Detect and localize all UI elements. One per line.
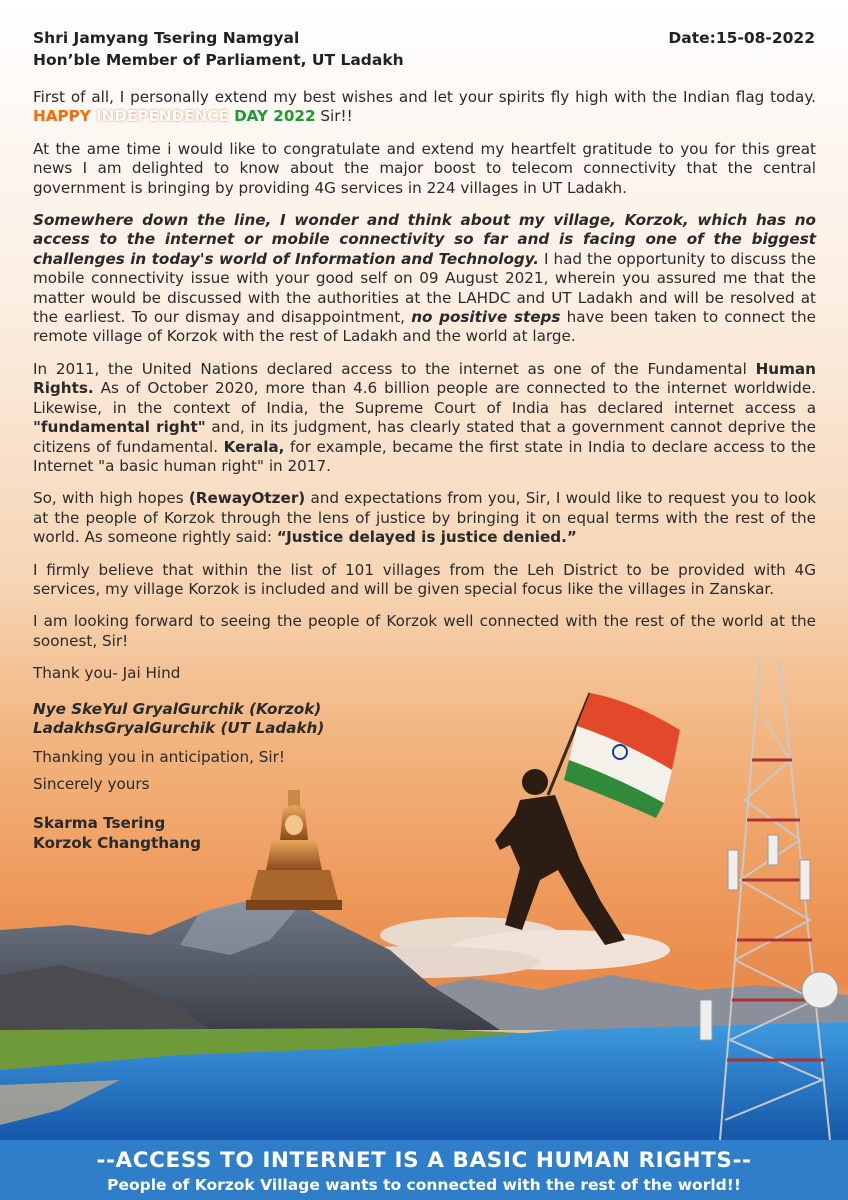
- banner-headline: --ACCESS TO INTERNET IS A BASIC HUMAN RIGHTS--: [96, 1148, 752, 1173]
- greeting-text: First of all, I personally extend my best wishes and let your spirits fly high with the Indian flag today.: [33, 88, 816, 106]
- anticipation-line: Thanking you in anticipation, Sir!: [33, 748, 285, 767]
- korzok-tail: have been taken to connect the remote village of Korzok with the rest of Ladakh and the world at large.: [33, 308, 816, 346]
- wish-day: DAY 2022: [234, 107, 316, 126]
- wish-independence: INDEPENDENCE: [96, 107, 235, 126]
- recipient-title: Hon’ble Member of Parliament, UT Ladakh: [33, 51, 404, 69]
- paragraph-greeting: [33, 88, 816, 127]
- bottom-banner: [0, 1140, 848, 1200]
- signature-block: [33, 814, 816, 853]
- slogan-korzok: Nye SkeYul GryalGurchik (Korzok): [33, 699, 322, 718]
- paragraph-rights: [33, 360, 816, 476]
- signer-place: Korzok Changthang: [33, 833, 201, 852]
- letter-body: [33, 88, 816, 866]
- request-text-1: So, with high hopes: [33, 489, 189, 508]
- rights-text-4: for example, became the first state in India to declare access to the Internet "a basic human right" in 2017.: [33, 437, 816, 475]
- paragraph-request: [33, 489, 816, 547]
- no-positive-steps: no positive steps: [411, 308, 561, 327]
- letter-date: Date:15-08-2022: [668, 29, 815, 47]
- rights-human-rights: Human Rights.: [33, 359, 816, 398]
- request-text-2: and expectations from you, Sir, I would like to request you to look at the people of Korzok through the lens of justice by bringing it on equal terms with the rest of the world. As someone rightly said:: [33, 489, 817, 547]
- letter-header: [33, 27, 815, 71]
- rights-text-1: In 2011, the United Nations declared access to the internet as one of the Fundamental: [33, 359, 756, 378]
- justice-quote: “Justice delayed is justice denied.”: [276, 528, 577, 547]
- greeting-tail: Sir!!: [315, 107, 353, 126]
- paragraph-belief: I firmly believe that within the list of 101 villages from the Leh District to be provided with 4G services, my village Korzok is included and will be given special focus like the villages in Zanskar.: [33, 560, 816, 598]
- thanks-line: Thank you- Jai Hind: [33, 664, 181, 683]
- rights-kerala: Kerala,: [223, 437, 285, 456]
- sincerely-line: Sincerely yours: [33, 774, 150, 793]
- wish-happy: HAPPY: [33, 107, 97, 126]
- paragraph-looking-forward: I am looking forward to seeing the people of Korzok well connected with the rest of the world at the soonest, Sir!: [33, 612, 816, 650]
- slogan-ladakh: LadakhsGryalGurchik (UT Ladakh): [33, 718, 325, 737]
- rights-text-2: As of October 2020, more than 4.6 billion people are connected to the internet worldwide. Likewise, in the context of India, the Supreme Court of India has declared internet access a: [33, 379, 816, 417]
- paragraph-korzok: [33, 211, 816, 347]
- korzok-emphasis: Somewhere down the line, I wonder and think about my village, Korzok, which has no access to the internet or mobile connectivity so far and is facing one of the biggest challenges in today's world of Information and Technology.: [33, 211, 816, 268]
- paragraph-gratitude: At the ame time i would like to congratulate and extend my heartfelt gratitude to you for this great news I am delighted to know about the major boost to telecom connectivity that the central government is bringing by providing 4G services in 224 villages in UT Ladakh.: [33, 139, 816, 197]
- rights-text-3: and, in its judgment, has clearly stated that a government cannot deprive the citizens of fundamental.: [33, 418, 816, 456]
- signer-name: Skarma Tsering: [33, 814, 166, 833]
- request-reway-otzer: (RewayOtzer): [188, 489, 306, 508]
- banner-subline: People of Korzok Village wants to connected with the rest of the world!!: [107, 1176, 741, 1194]
- slogans: [33, 700, 816, 739]
- independence-day-wish: [33, 107, 316, 125]
- recipient-name: Shri Jamyang Tsering Namgyal: [33, 29, 300, 47]
- rights-fundamental-right: "fundamental right": [33, 418, 206, 437]
- korzok-text: I had the opportunity to discuss the mobile connectivity issue with your good self on 09 August 2021, wherein you assured me that the matter would be discussed with the authorities at the LAHDC and UT Ladakh and will be resolved at the earliest. To our dismay and disappointment,: [33, 249, 816, 327]
